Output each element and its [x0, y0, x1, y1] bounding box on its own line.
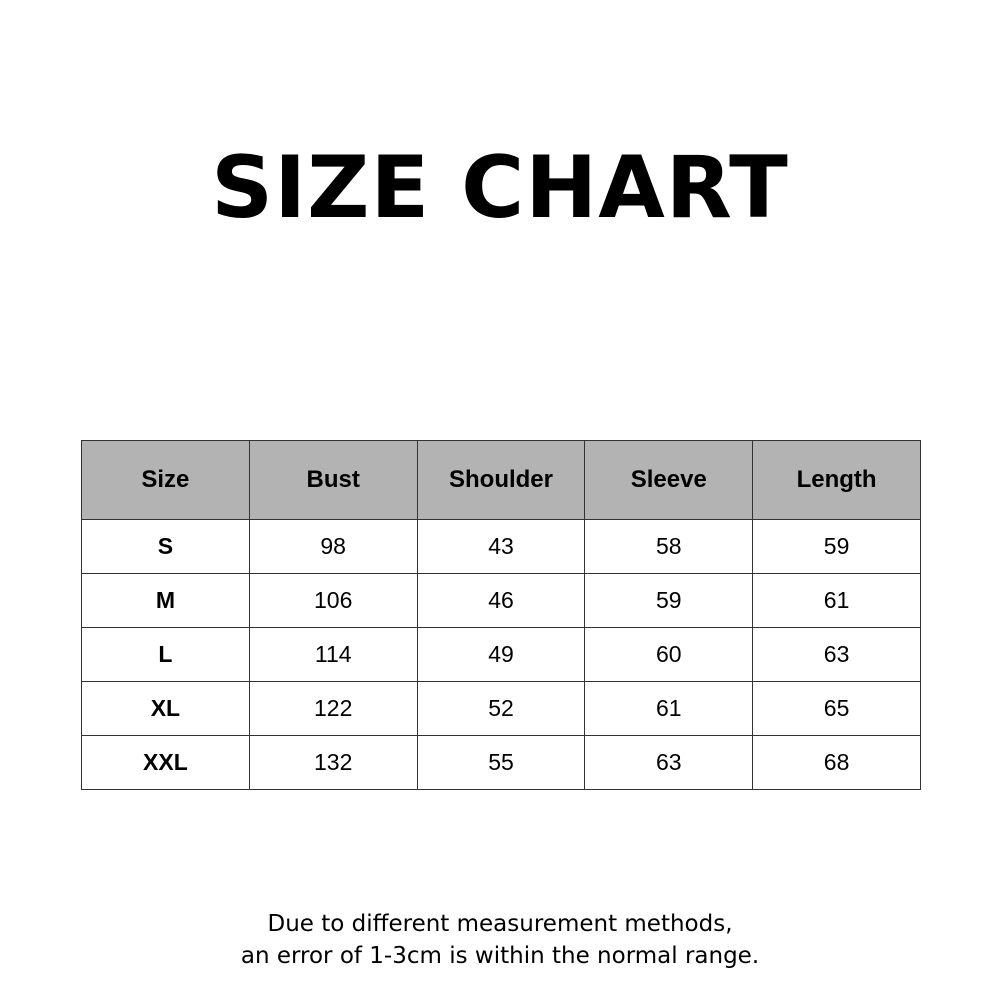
length-cell: 61	[753, 574, 921, 628]
measurement-note	[0, 908, 1000, 972]
length-cell: 68	[753, 736, 921, 790]
column-header-shoulder: Shoulder	[417, 441, 585, 520]
sleeve-cell: 60	[585, 628, 753, 682]
column-header-sleeve: Sleeve	[585, 441, 753, 520]
sleeve-cell: 58	[585, 520, 753, 574]
table-row	[82, 520, 921, 574]
table-header-row	[82, 441, 921, 520]
length-cell: 63	[753, 628, 921, 682]
page-title: SIZE CHART	[211, 138, 789, 238]
shoulder-cell: 43	[417, 520, 585, 574]
length-cell: 65	[753, 682, 921, 736]
bust-cell: 114	[249, 628, 417, 682]
length-cell: 59	[753, 520, 921, 574]
table-row	[82, 574, 921, 628]
shoulder-cell: 46	[417, 574, 585, 628]
measurement-note-line-1: Due to different measurement methods,	[267, 911, 733, 937]
bust-cell: 122	[249, 682, 417, 736]
size-cell: XXL	[82, 736, 250, 790]
column-header-size: Size	[82, 441, 250, 520]
shoulder-cell: 49	[417, 628, 585, 682]
column-header-bust: Bust	[249, 441, 417, 520]
sleeve-cell: 61	[585, 682, 753, 736]
table-row	[82, 682, 921, 736]
size-cell: L	[82, 628, 250, 682]
shoulder-cell: 52	[417, 682, 585, 736]
bust-cell: 106	[249, 574, 417, 628]
measurement-note-line-2: an error of 1-3cm is within the normal range.	[240, 943, 760, 969]
bust-cell: 98	[249, 520, 417, 574]
size-cell: XL	[82, 682, 250, 736]
column-header-length: Length	[753, 441, 921, 520]
shoulder-cell: 55	[417, 736, 585, 790]
bust-cell: 132	[249, 736, 417, 790]
sleeve-cell: 59	[585, 574, 753, 628]
size-table	[81, 440, 921, 790]
sleeve-cell: 63	[585, 736, 753, 790]
table-row	[82, 736, 921, 790]
table-row	[82, 628, 921, 682]
size-cell: M	[82, 574, 250, 628]
size-cell: S	[82, 520, 250, 574]
